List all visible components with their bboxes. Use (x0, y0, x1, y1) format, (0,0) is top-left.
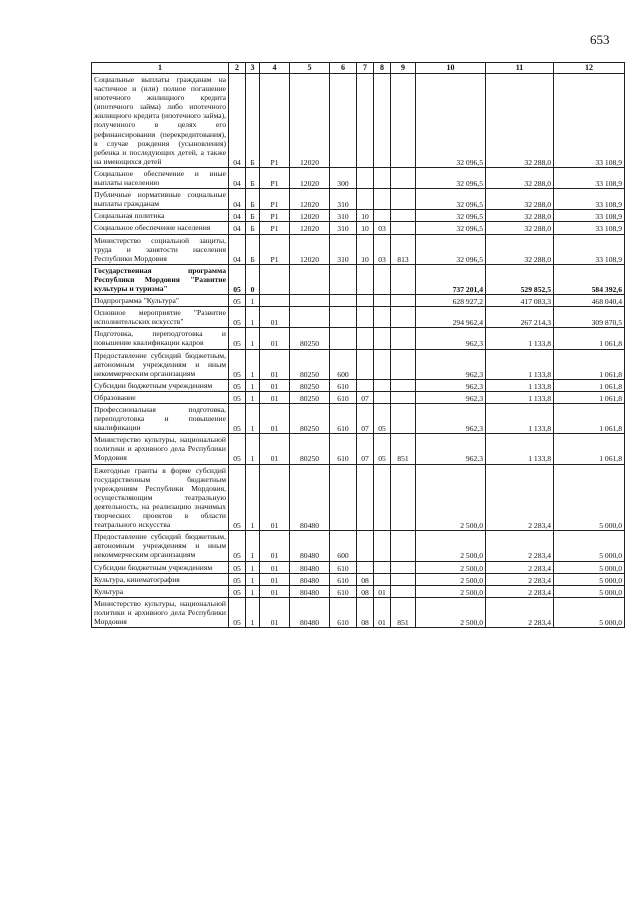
amount-col12: 5 000,0 (554, 531, 625, 561)
code-section: 05 (229, 434, 246, 464)
table-row (92, 379, 625, 391)
code-section: 04 (229, 222, 246, 234)
amount-col10: 2 500,0 (416, 597, 486, 627)
code-subdivision (374, 464, 391, 531)
code-subprogram: 01 (260, 307, 290, 328)
code-division (357, 464, 374, 531)
code-subprogram: 01 (260, 531, 290, 561)
table-row (92, 573, 625, 585)
amount-col10: 962,3 (416, 349, 486, 379)
code-section: 05 (229, 404, 246, 434)
amount-col11: 32 288,0 (486, 167, 554, 188)
code-expense-type: 610 (330, 561, 357, 573)
code-subdivision (374, 573, 391, 585)
code-section: 04 (229, 189, 246, 210)
code-direction: 12020 (290, 74, 330, 168)
amount-col12: 33 108,9 (554, 234, 625, 264)
amount-col12: 1 061,8 (554, 391, 625, 403)
amount-col11: 2 283,4 (486, 531, 554, 561)
amount-col11: 2 283,4 (486, 597, 554, 627)
row-name: Публичные нормативные социальные выплаты гражданам (92, 189, 229, 210)
code-subprogram: 01 (260, 561, 290, 573)
code-direction: 80250 (290, 328, 330, 349)
code-subprogram: Р1 (260, 222, 290, 234)
row-name: Министерство культуры, национальной политики и архивного дела Республики Мордовия (92, 597, 229, 627)
amount-col12: 33 108,9 (554, 74, 625, 168)
code-section: 05 (229, 573, 246, 585)
amount-col11: 2 283,4 (486, 561, 554, 573)
amount-col11: 1 133,8 (486, 404, 554, 434)
table-row (92, 434, 625, 464)
code-program: 1 (246, 379, 260, 391)
code-direction: 12020 (290, 210, 330, 222)
code-ministry: 851 (391, 434, 416, 464)
code-subprogram: 01 (260, 573, 290, 585)
amount-col10: 32 096,5 (416, 210, 486, 222)
code-ministry: 813 (391, 234, 416, 264)
amount-col10: 962,3 (416, 434, 486, 464)
code-division (357, 349, 374, 379)
amount-col10: 32 096,5 (416, 189, 486, 210)
code-subprogram: 01 (260, 585, 290, 597)
header-cell: 3 (246, 63, 260, 74)
amount-col11: 2 283,4 (486, 573, 554, 585)
code-section: 05 (229, 531, 246, 561)
code-division (357, 561, 374, 573)
code-direction: 12020 (290, 234, 330, 264)
code-division: 10 (357, 222, 374, 234)
amount-col10: 962,3 (416, 404, 486, 434)
code-subdivision (374, 379, 391, 391)
code-program: Б (246, 167, 260, 188)
table-row (92, 222, 625, 234)
row-name: Подготовка, переподготовка и повышение квалификации кадров (92, 328, 229, 349)
amount-col10: 2 500,0 (416, 573, 486, 585)
row-name: Предоставление субсидий бюджетным, автономным учреждениям и иным некоммерческим организациям (92, 349, 229, 379)
code-subprogram: 01 (260, 349, 290, 379)
code-direction: 80480 (290, 585, 330, 597)
code-subdivision: 05 (374, 434, 391, 464)
code-subprogram: 01 (260, 404, 290, 434)
code-expense-type: 310 (330, 210, 357, 222)
code-program: 1 (246, 434, 260, 464)
amount-col12: 584 392,6 (554, 264, 625, 294)
code-subprogram: 01 (260, 379, 290, 391)
row-name: Государственная программа Республики Мордовия "Развитие культуры и туризма" (92, 264, 229, 294)
amount-col12: 5 000,0 (554, 573, 625, 585)
amount-col12: 468 040,4 (554, 295, 625, 307)
code-subprogram (260, 264, 290, 294)
code-section: 05 (229, 328, 246, 349)
code-subdivision (374, 210, 391, 222)
header-cell: 8 (374, 63, 391, 74)
amount-col12: 309 870,5 (554, 307, 625, 328)
amount-col12: 33 108,9 (554, 167, 625, 188)
code-direction: 80480 (290, 531, 330, 561)
amount-col10: 962,3 (416, 379, 486, 391)
code-program: 1 (246, 295, 260, 307)
code-division (357, 167, 374, 188)
code-section: 05 (229, 295, 246, 307)
code-expense-type: 310 (330, 234, 357, 264)
code-subdivision (374, 295, 391, 307)
code-section: 05 (229, 391, 246, 403)
code-ministry (391, 295, 416, 307)
code-section: 05 (229, 349, 246, 379)
code-direction: 80250 (290, 404, 330, 434)
code-ministry (391, 307, 416, 328)
code-ministry (391, 379, 416, 391)
header-cell: 7 (357, 63, 374, 74)
code-subprogram: Р1 (260, 189, 290, 210)
amount-col12: 33 108,9 (554, 210, 625, 222)
code-program: 1 (246, 561, 260, 573)
code-division (357, 328, 374, 349)
code-ministry (391, 464, 416, 531)
code-direction (290, 264, 330, 294)
row-name: Основное мероприятие "Развитие исполнительских искусств" (92, 307, 229, 328)
header-cell: 2 (229, 63, 246, 74)
table-row (92, 295, 625, 307)
table-row (92, 391, 625, 403)
header-cell: 5 (290, 63, 330, 74)
amount-col10: 962,3 (416, 328, 486, 349)
code-expense-type (330, 74, 357, 168)
code-subprogram (260, 295, 290, 307)
code-subprogram: Р1 (260, 234, 290, 264)
code-direction: 80250 (290, 434, 330, 464)
code-direction: 80480 (290, 464, 330, 531)
code-ministry (391, 167, 416, 188)
code-program: 0 (246, 264, 260, 294)
row-name: Субсидии бюджетным учреждениям (92, 561, 229, 573)
code-program: 1 (246, 464, 260, 531)
code-section: 04 (229, 74, 246, 168)
code-division (357, 379, 374, 391)
amount-col12: 1 061,8 (554, 349, 625, 379)
code-expense-type: 610 (330, 404, 357, 434)
amount-col12: 1 061,8 (554, 328, 625, 349)
amount-col11: 32 288,0 (486, 210, 554, 222)
code-subdivision (374, 391, 391, 403)
code-direction: 12020 (290, 189, 330, 210)
code-division: 10 (357, 210, 374, 222)
code-expense-type (330, 307, 357, 328)
code-ministry (391, 222, 416, 234)
code-ministry (391, 349, 416, 379)
amount-col11: 1 133,8 (486, 391, 554, 403)
code-section: 04 (229, 234, 246, 264)
table-row (92, 531, 625, 561)
code-program: 1 (246, 328, 260, 349)
table-row (92, 74, 625, 168)
code-direction: 80250 (290, 349, 330, 379)
code-division (357, 189, 374, 210)
header-cell: 12 (554, 63, 625, 74)
code-expense-type (330, 264, 357, 294)
header-row (92, 63, 625, 74)
code-ministry (391, 531, 416, 561)
amount-col11: 32 288,0 (486, 189, 554, 210)
table-row (92, 264, 625, 294)
code-division: 08 (357, 585, 374, 597)
amount-col10: 32 096,5 (416, 222, 486, 234)
code-program: 1 (246, 391, 260, 403)
page-number: 653 (590, 32, 610, 47)
code-direction: 12020 (290, 167, 330, 188)
row-name: Субсидии бюджетным учреждениям (92, 379, 229, 391)
code-subprogram: 01 (260, 597, 290, 627)
code-program: 1 (246, 349, 260, 379)
code-subprogram: Р1 (260, 167, 290, 188)
code-subprogram: 01 (260, 434, 290, 464)
amount-col12: 33 108,9 (554, 189, 625, 210)
code-ministry: 851 (391, 597, 416, 627)
amount-col10: 294 962,4 (416, 307, 486, 328)
code-expense-type (330, 328, 357, 349)
code-ministry (391, 391, 416, 403)
row-name: Образование (92, 391, 229, 403)
code-section: 05 (229, 379, 246, 391)
code-subdivision (374, 167, 391, 188)
code-expense-type: 310 (330, 189, 357, 210)
code-subdivision (374, 74, 391, 168)
amount-col12: 5 000,0 (554, 464, 625, 531)
code-division: 07 (357, 404, 374, 434)
code-division (357, 264, 374, 294)
code-subdivision: 03 (374, 222, 391, 234)
code-direction (290, 295, 330, 307)
table-row (92, 404, 625, 434)
table-row (92, 561, 625, 573)
code-division: 07 (357, 434, 374, 464)
amount-col10: 2 500,0 (416, 531, 486, 561)
amount-col10: 628 927,2 (416, 295, 486, 307)
code-ministry (391, 561, 416, 573)
code-section: 04 (229, 210, 246, 222)
code-division (357, 307, 374, 328)
code-division: 07 (357, 391, 374, 403)
code-direction: 12020 (290, 222, 330, 234)
table-row (92, 307, 625, 328)
code-ministry (391, 189, 416, 210)
row-name: Министерство социальной защиты, труда и занятости населения Республики Мордовия (92, 234, 229, 264)
amount-col10: 2 500,0 (416, 585, 486, 597)
table-row (92, 210, 625, 222)
row-name: Социальное обеспечение населения (92, 222, 229, 234)
code-subdivision: 05 (374, 404, 391, 434)
row-name: Социальные выплаты гражданам на частичное и (или) полное погашение ипотечного жилищного кредита (ипотечного займа) либо ипотечного жилищного кредита (ипотечного займа), полученного в целях его рефинансирования (перекредитования), в случае рождения (усыновления) ребенка и последующих детей, а также на имеющихся детей (92, 74, 229, 168)
code-ministry (391, 264, 416, 294)
amount-col10: 32 096,5 (416, 167, 486, 188)
amount-col12: 1 061,8 (554, 434, 625, 464)
code-program: Б (246, 234, 260, 264)
table-row (92, 464, 625, 531)
code-section: 05 (229, 561, 246, 573)
header-cell: 10 (416, 63, 486, 74)
code-ministry (391, 573, 416, 585)
amount-col10: 2 500,0 (416, 561, 486, 573)
code-program: 1 (246, 573, 260, 585)
amount-col10: 2 500,0 (416, 464, 486, 531)
table-row (92, 585, 625, 597)
amount-col10: 737 201,4 (416, 264, 486, 294)
code-subdivision (374, 349, 391, 379)
amount-col11: 2 283,4 (486, 464, 554, 531)
code-section: 05 (229, 464, 246, 531)
budget-table (91, 62, 625, 628)
code-direction: 80250 (290, 391, 330, 403)
amount-col11: 417 083,3 (486, 295, 554, 307)
amount-col11: 1 133,8 (486, 328, 554, 349)
code-subdivision: 01 (374, 597, 391, 627)
amount-col11: 529 852,5 (486, 264, 554, 294)
code-subdivision (374, 561, 391, 573)
code-section: 05 (229, 264, 246, 294)
amount-col12: 33 108,9 (554, 222, 625, 234)
code-direction: 80480 (290, 561, 330, 573)
code-subprogram: 01 (260, 464, 290, 531)
code-program: 1 (246, 404, 260, 434)
code-expense-type: 610 (330, 391, 357, 403)
code-division (357, 74, 374, 168)
row-name: Министерство культуры, национальной политики и архивного дела Республики Мордовия (92, 434, 229, 464)
row-name: Культура (92, 585, 229, 597)
amount-col11: 32 288,0 (486, 234, 554, 264)
code-section: 05 (229, 597, 246, 627)
code-division: 08 (357, 597, 374, 627)
code-expense-type: 600 (330, 349, 357, 379)
code-section: 04 (229, 167, 246, 188)
amount-col10: 962,3 (416, 391, 486, 403)
table-row (92, 167, 625, 188)
code-division (357, 295, 374, 307)
code-program: 1 (246, 585, 260, 597)
table-row (92, 234, 625, 264)
code-subdivision: 01 (374, 585, 391, 597)
code-expense-type (330, 295, 357, 307)
code-direction (290, 307, 330, 328)
code-subdivision (374, 189, 391, 210)
code-ministry (391, 585, 416, 597)
row-name: Профессиональная подготовка, переподготовка и повышение квалификации (92, 404, 229, 434)
amount-col10: 32 096,5 (416, 234, 486, 264)
code-program: Б (246, 189, 260, 210)
code-division: 08 (357, 573, 374, 585)
header-cell: 6 (330, 63, 357, 74)
amount-col11: 1 133,8 (486, 349, 554, 379)
code-subprogram: 01 (260, 391, 290, 403)
row-name: Социальная политика (92, 210, 229, 222)
row-name: Подпрограмма "Культура" (92, 295, 229, 307)
code-ministry (391, 210, 416, 222)
table-row (92, 349, 625, 379)
code-subdivision (374, 264, 391, 294)
code-direction: 80250 (290, 379, 330, 391)
code-expense-type: 610 (330, 585, 357, 597)
code-subprogram: Р1 (260, 74, 290, 168)
code-ministry (391, 74, 416, 168)
code-subdivision (374, 328, 391, 349)
amount-col11: 32 288,0 (486, 74, 554, 168)
code-program: 1 (246, 531, 260, 561)
code-program: Б (246, 222, 260, 234)
amount-col11: 2 283,4 (486, 585, 554, 597)
amount-col11: 32 288,0 (486, 222, 554, 234)
header-cell: 9 (391, 63, 416, 74)
row-name: Ежегодные гранты в форме субсидий государственным бюджетным учреждениям Республики Мордовия, осуществляющим театральную деятельность, на реализацию значимых творческих проектов в области театрального искусства (92, 464, 229, 531)
code-ministry (391, 328, 416, 349)
code-subprogram: 01 (260, 328, 290, 349)
row-name: Культура, кинематография (92, 573, 229, 585)
amount-col12: 5 000,0 (554, 561, 625, 573)
code-expense-type: 600 (330, 531, 357, 561)
row-name: Предоставление субсидий бюджетным, автономным учреждениям и иным некоммерческим организациям (92, 531, 229, 561)
code-subdivision (374, 531, 391, 561)
amount-col12: 5 000,0 (554, 585, 625, 597)
code-division (357, 531, 374, 561)
code-division: 10 (357, 234, 374, 264)
row-name: Социальное обеспечение и иные выплаты населению (92, 167, 229, 188)
code-section: 05 (229, 307, 246, 328)
code-expense-type: 300 (330, 167, 357, 188)
amount-col12: 1 061,8 (554, 379, 625, 391)
amount-col11: 1 133,8 (486, 379, 554, 391)
code-direction: 80480 (290, 573, 330, 585)
header-cell: 11 (486, 63, 554, 74)
code-subdivision (374, 307, 391, 328)
amount-col12: 5 000,0 (554, 597, 625, 627)
amount-col11: 267 214,3 (486, 307, 554, 328)
code-expense-type: 310 (330, 222, 357, 234)
code-direction: 80480 (290, 597, 330, 627)
table-row (92, 189, 625, 210)
code-subdivision: 03 (374, 234, 391, 264)
amount-col11: 1 133,8 (486, 434, 554, 464)
code-expense-type: 610 (330, 434, 357, 464)
table-row (92, 597, 625, 627)
amount-col12: 1 061,8 (554, 404, 625, 434)
code-subprogram: Р1 (260, 210, 290, 222)
code-program: Б (246, 210, 260, 222)
header-cell: 4 (260, 63, 290, 74)
code-ministry (391, 404, 416, 434)
code-expense-type (330, 464, 357, 531)
code-section: 05 (229, 585, 246, 597)
code-program: Б (246, 74, 260, 168)
code-expense-type: 610 (330, 379, 357, 391)
code-program: 1 (246, 597, 260, 627)
code-expense-type: 610 (330, 573, 357, 585)
amount-col10: 32 096,5 (416, 74, 486, 168)
code-expense-type: 610 (330, 597, 357, 627)
table-row (92, 328, 625, 349)
code-program: 1 (246, 307, 260, 328)
header-cell: 1 (92, 63, 229, 74)
